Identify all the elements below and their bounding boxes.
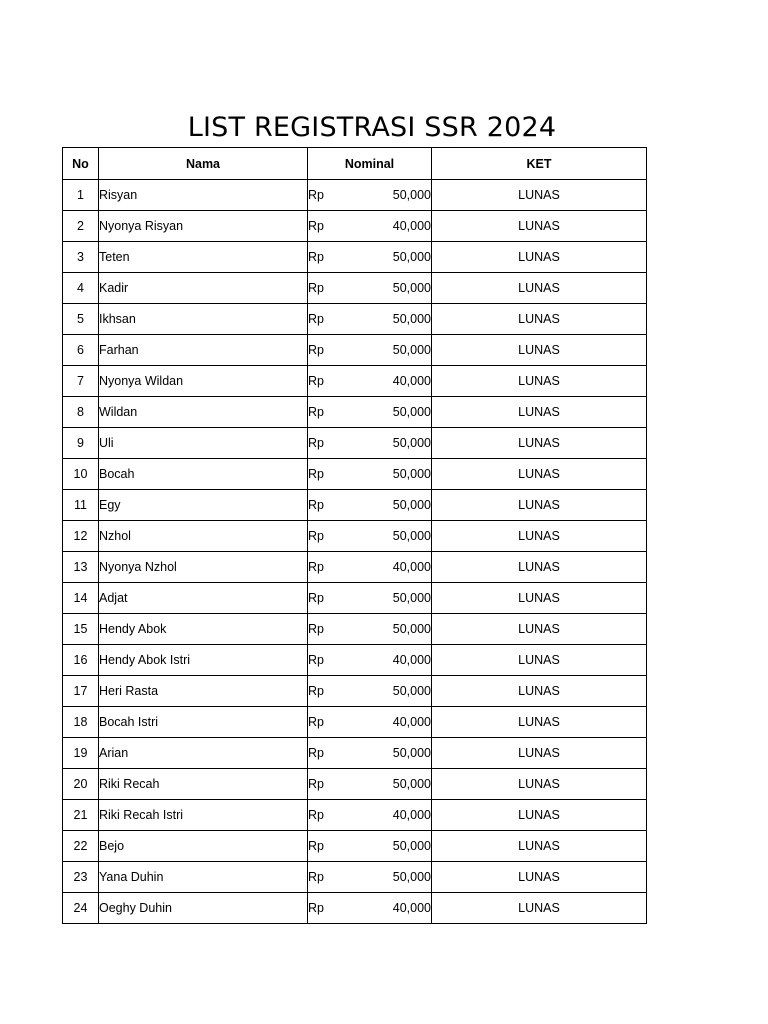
nominal-wrapper xyxy=(308,622,431,636)
row-nominal xyxy=(308,645,432,676)
nominal-wrapper xyxy=(308,374,431,388)
row-currency: Rp xyxy=(308,870,324,884)
nominal-wrapper xyxy=(308,467,431,481)
row-number: 22 xyxy=(63,831,99,862)
row-number: 5 xyxy=(63,304,99,335)
row-number: 16 xyxy=(63,645,99,676)
header-no: No xyxy=(63,148,99,180)
row-status: LUNAS xyxy=(432,180,647,211)
row-status: LUNAS xyxy=(432,335,647,366)
row-name: Nyonya Nzhol xyxy=(99,552,308,583)
row-currency: Rp xyxy=(308,312,324,326)
table-row xyxy=(63,428,647,459)
row-number: 13 xyxy=(63,552,99,583)
row-name: Hendy Abok Istri xyxy=(99,645,308,676)
row-nominal xyxy=(308,614,432,645)
row-amount: 50,000 xyxy=(392,467,431,481)
row-name: Oeghy Duhin xyxy=(99,893,308,924)
table-row xyxy=(63,707,647,738)
nominal-wrapper xyxy=(308,498,431,512)
nominal-wrapper xyxy=(308,591,431,605)
row-nominal xyxy=(308,583,432,614)
row-amount: 50,000 xyxy=(392,591,431,605)
row-status: LUNAS xyxy=(432,614,647,645)
table-row xyxy=(63,831,647,862)
row-amount: 50,000 xyxy=(392,250,431,264)
row-amount: 50,000 xyxy=(392,312,431,326)
row-amount: 50,000 xyxy=(392,870,431,884)
row-status: LUNAS xyxy=(432,366,647,397)
row-amount: 50,000 xyxy=(392,684,431,698)
table-body xyxy=(63,180,647,924)
table-row xyxy=(63,862,647,893)
row-amount: 40,000 xyxy=(392,715,431,729)
table-row xyxy=(63,738,647,769)
row-name: Nyonya Wildan xyxy=(99,366,308,397)
row-status: LUNAS xyxy=(432,707,647,738)
nominal-wrapper xyxy=(308,653,431,667)
row-number: 2 xyxy=(63,211,99,242)
row-currency: Rp xyxy=(308,529,324,543)
nominal-wrapper xyxy=(308,219,431,233)
row-currency: Rp xyxy=(308,653,324,667)
row-nominal xyxy=(308,242,432,273)
row-amount: 50,000 xyxy=(392,622,431,636)
row-name: Arian xyxy=(99,738,308,769)
row-amount: 50,000 xyxy=(392,405,431,419)
row-name: Farhan xyxy=(99,335,308,366)
nominal-wrapper xyxy=(308,343,431,357)
row-name: Riki Recah xyxy=(99,769,308,800)
row-currency: Rp xyxy=(308,901,324,915)
table-row xyxy=(63,397,647,428)
row-amount: 50,000 xyxy=(392,343,431,357)
row-status: LUNAS xyxy=(432,676,647,707)
row-amount: 40,000 xyxy=(392,653,431,667)
row-number: 1 xyxy=(63,180,99,211)
row-status: LUNAS xyxy=(432,645,647,676)
row-currency: Rp xyxy=(308,188,324,202)
row-nominal xyxy=(308,211,432,242)
row-currency: Rp xyxy=(308,281,324,295)
row-number: 4 xyxy=(63,273,99,304)
row-amount: 50,000 xyxy=(392,498,431,512)
row-currency: Rp xyxy=(308,343,324,357)
row-name: Uli xyxy=(99,428,308,459)
row-name: Yana Duhin xyxy=(99,862,308,893)
row-amount: 40,000 xyxy=(392,374,431,388)
header-nominal: Nominal xyxy=(308,148,432,180)
row-number: 14 xyxy=(63,583,99,614)
row-name: Adjat xyxy=(99,583,308,614)
row-number: 18 xyxy=(63,707,99,738)
row-name: Kadir xyxy=(99,273,308,304)
row-status: LUNAS xyxy=(432,583,647,614)
row-currency: Rp xyxy=(308,498,324,512)
row-nominal xyxy=(308,304,432,335)
row-status: LUNAS xyxy=(432,273,647,304)
row-currency: Rp xyxy=(308,715,324,729)
row-amount: 50,000 xyxy=(392,188,431,202)
row-name: Bocah xyxy=(99,459,308,490)
table-row xyxy=(63,335,647,366)
table-row xyxy=(63,800,647,831)
row-name: Teten xyxy=(99,242,308,273)
row-status: LUNAS xyxy=(432,211,647,242)
table-header xyxy=(63,148,647,180)
row-currency: Rp xyxy=(308,622,324,636)
registration-table xyxy=(62,147,647,924)
nominal-wrapper xyxy=(308,312,431,326)
row-name: Hendy Abok xyxy=(99,614,308,645)
row-currency: Rp xyxy=(308,467,324,481)
row-name: Bejo xyxy=(99,831,308,862)
nominal-wrapper xyxy=(308,281,431,295)
row-nominal xyxy=(308,521,432,552)
table-row xyxy=(63,893,647,924)
row-currency: Rp xyxy=(308,405,324,419)
row-status: LUNAS xyxy=(432,242,647,273)
table-row xyxy=(63,645,647,676)
row-amount: 50,000 xyxy=(392,436,431,450)
row-amount: 40,000 xyxy=(392,560,431,574)
row-number: 21 xyxy=(63,800,99,831)
row-status: LUNAS xyxy=(432,428,647,459)
header-ket: KET xyxy=(432,148,647,180)
row-currency: Rp xyxy=(308,374,324,388)
row-number: 23 xyxy=(63,862,99,893)
row-nominal xyxy=(308,676,432,707)
row-status: LUNAS xyxy=(432,831,647,862)
row-amount: 50,000 xyxy=(392,529,431,543)
row-nominal xyxy=(308,707,432,738)
row-number: 11 xyxy=(63,490,99,521)
row-name: Heri Rasta xyxy=(99,676,308,707)
row-status: LUNAS xyxy=(432,397,647,428)
table-row xyxy=(63,273,647,304)
row-amount: 50,000 xyxy=(392,839,431,853)
row-nominal xyxy=(308,769,432,800)
row-status: LUNAS xyxy=(432,769,647,800)
table-row xyxy=(63,366,647,397)
row-number: 8 xyxy=(63,397,99,428)
row-nominal xyxy=(308,800,432,831)
row-number: 9 xyxy=(63,428,99,459)
row-amount: 40,000 xyxy=(392,219,431,233)
nominal-wrapper xyxy=(308,901,431,915)
nominal-wrapper xyxy=(308,529,431,543)
nominal-wrapper xyxy=(308,250,431,264)
row-name: Wildan xyxy=(99,397,308,428)
row-status: LUNAS xyxy=(432,304,647,335)
nominal-wrapper xyxy=(308,870,431,884)
row-currency: Rp xyxy=(308,684,324,698)
row-status: LUNAS xyxy=(432,552,647,583)
row-nominal xyxy=(308,428,432,459)
row-nominal xyxy=(308,459,432,490)
row-amount: 50,000 xyxy=(392,777,431,791)
row-nominal xyxy=(308,273,432,304)
row-number: 6 xyxy=(63,335,99,366)
nominal-wrapper xyxy=(308,808,431,822)
nominal-wrapper xyxy=(308,188,431,202)
row-name: Bocah Istri xyxy=(99,707,308,738)
row-number: 20 xyxy=(63,769,99,800)
row-name: Nzhol xyxy=(99,521,308,552)
table-row xyxy=(63,180,647,211)
row-name: Egy xyxy=(99,490,308,521)
row-status: LUNAS xyxy=(432,800,647,831)
table-row xyxy=(63,459,647,490)
row-amount: 50,000 xyxy=(392,746,431,760)
row-currency: Rp xyxy=(308,250,324,264)
table-row xyxy=(63,304,647,335)
row-number: 12 xyxy=(63,521,99,552)
nominal-wrapper xyxy=(308,684,431,698)
row-name: Ikhsan xyxy=(99,304,308,335)
row-nominal xyxy=(308,831,432,862)
row-nominal xyxy=(308,738,432,769)
row-amount: 40,000 xyxy=(392,808,431,822)
row-currency: Rp xyxy=(308,560,324,574)
nominal-wrapper xyxy=(308,839,431,853)
row-nominal xyxy=(308,397,432,428)
row-status: LUNAS xyxy=(432,893,647,924)
header-nama: Nama xyxy=(99,148,308,180)
table-row xyxy=(63,552,647,583)
row-nominal xyxy=(308,490,432,521)
row-number: 3 xyxy=(63,242,99,273)
row-nominal xyxy=(308,862,432,893)
row-nominal xyxy=(308,335,432,366)
row-number: 17 xyxy=(63,676,99,707)
nominal-wrapper xyxy=(308,715,431,729)
row-status: LUNAS xyxy=(432,490,647,521)
row-nominal xyxy=(308,552,432,583)
table-row xyxy=(63,769,647,800)
nominal-wrapper xyxy=(308,436,431,450)
nominal-wrapper xyxy=(308,777,431,791)
row-currency: Rp xyxy=(308,746,324,760)
row-name: Risyan xyxy=(99,180,308,211)
row-number: 24 xyxy=(63,893,99,924)
row-name: Riki Recah Istri xyxy=(99,800,308,831)
nominal-wrapper xyxy=(308,746,431,760)
row-amount: 40,000 xyxy=(392,901,431,915)
row-currency: Rp xyxy=(308,808,324,822)
row-amount: 50,000 xyxy=(392,281,431,295)
row-status: LUNAS xyxy=(432,862,647,893)
row-name: Nyonya Risyan xyxy=(99,211,308,242)
row-number: 15 xyxy=(63,614,99,645)
row-currency: Rp xyxy=(308,436,324,450)
row-number: 7 xyxy=(63,366,99,397)
nominal-wrapper xyxy=(308,560,431,574)
table-row xyxy=(63,211,647,242)
table-row xyxy=(63,583,647,614)
row-status: LUNAS xyxy=(432,521,647,552)
row-number: 19 xyxy=(63,738,99,769)
table-row xyxy=(63,676,647,707)
table-row xyxy=(63,521,647,552)
page-title: LIST REGISTRASI SSR 2024 xyxy=(187,112,557,144)
row-nominal xyxy=(308,180,432,211)
table-row xyxy=(63,490,647,521)
row-nominal xyxy=(308,893,432,924)
row-number: 10 xyxy=(63,459,99,490)
row-nominal xyxy=(308,366,432,397)
row-currency: Rp xyxy=(308,777,324,791)
table-row xyxy=(63,242,647,273)
row-status: LUNAS xyxy=(432,459,647,490)
header-row xyxy=(63,148,647,180)
row-currency: Rp xyxy=(308,839,324,853)
row-currency: Rp xyxy=(308,219,324,233)
nominal-wrapper xyxy=(308,405,431,419)
row-currency: Rp xyxy=(308,591,324,605)
row-status: LUNAS xyxy=(432,738,647,769)
table-row xyxy=(63,614,647,645)
